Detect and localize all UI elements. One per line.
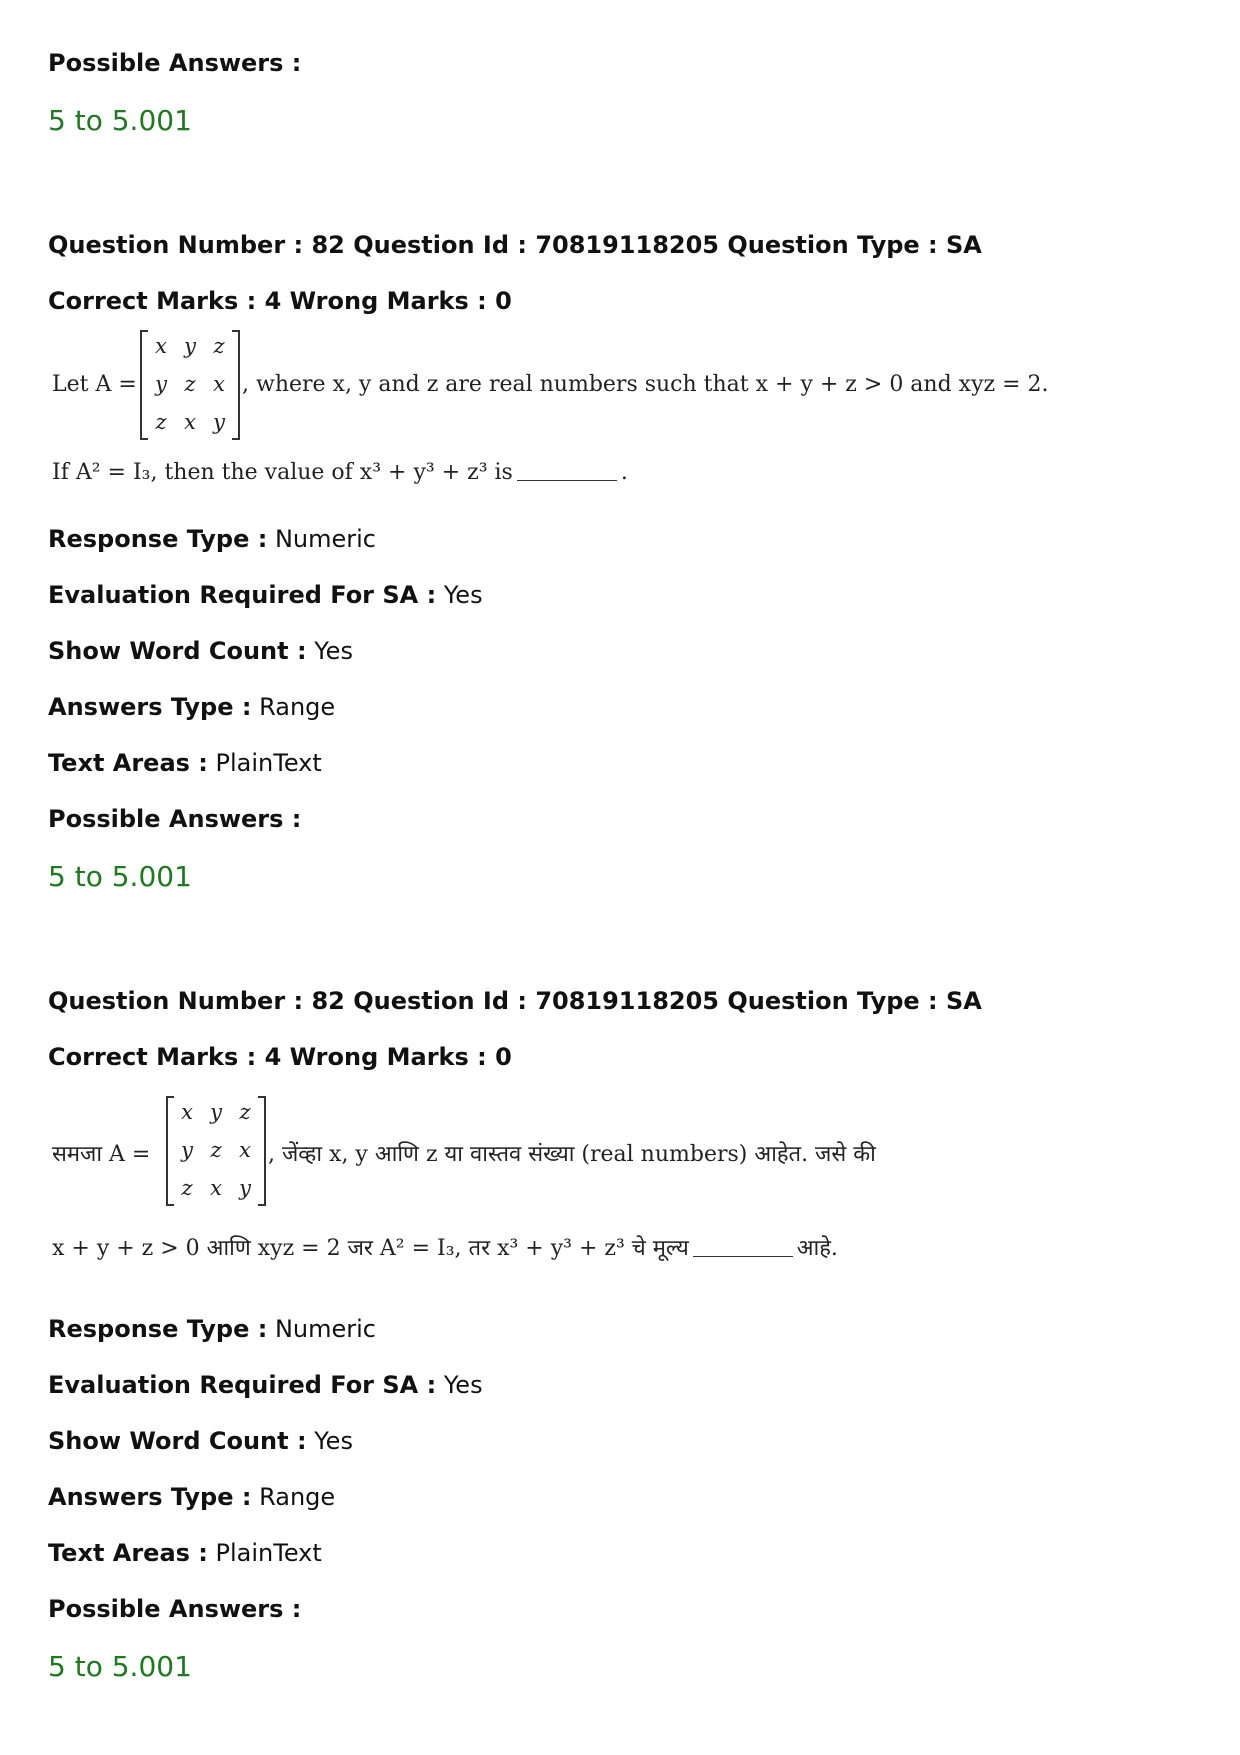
matrix-cell: x [239, 1138, 251, 1162]
question-line1-prefix: समजा A = [52, 1142, 151, 1167]
answer-blank [517, 480, 617, 481]
question-header: Question Number : 82 Question Id : 70819118205 Question Type : SA [48, 987, 982, 1015]
matrix-cell: y [184, 334, 196, 358]
matrix [166, 1096, 266, 1206]
possible-answer-value: 5 to 5.001 [48, 860, 192, 893]
meta-show-word-count: Show Word Count : Yes [48, 1427, 353, 1455]
possible-answer-value: 5 to 5.001 [48, 1650, 192, 1683]
matrix-cell: y [155, 372, 167, 396]
meta-text-areas: Text Areas : PlainText [48, 749, 322, 777]
matrix-cell: x [210, 1176, 222, 1200]
meta-answers-type: Answers Type : Range [48, 1483, 336, 1511]
question-header: Question Number : 82 Question Id : 70819118205 Question Type : SA [48, 231, 982, 259]
matrix-cell: y [239, 1176, 251, 1200]
question-image [48, 330, 1049, 500]
question-line1-prefix: Let A = [52, 372, 137, 397]
answer-blank [693, 1256, 793, 1257]
meta-show-word-count: Show Word Count : Yes [48, 637, 353, 665]
matrix [140, 330, 240, 440]
question-marks: Correct Marks : 4 Wrong Marks : 0 [48, 287, 512, 315]
matrix-cell: x [184, 410, 196, 434]
question-line1-suffix: , where x, y and z are real numbers such that x + y + z > 0 and xyz = 2. [242, 372, 1049, 397]
matrix-cell: z [213, 334, 225, 358]
meta-answers-type: Answers Type : Range [48, 693, 336, 721]
matrix-cell: y [181, 1138, 193, 1162]
matrix-cell: y [210, 1100, 222, 1124]
matrix-cell: x [213, 372, 225, 396]
matrix-cell: z [210, 1138, 222, 1162]
question-line2: x + y + z > 0 आणि xyz = 2 जर A² = I₃, तर x³ + y³ + z³ चे मूल्य आहे. [52, 1236, 838, 1261]
question-line2: If A² = I₃, then the value of x³ + y³ + z³ is . [52, 460, 628, 485]
matrix-cell: x [155, 334, 167, 358]
matrix-cell: z [184, 372, 196, 396]
meta-evaluation-required: Evaluation Required For SA : Yes [48, 1371, 483, 1399]
question-image [48, 1096, 968, 1266]
meta-evaluation-required: Evaluation Required For SA : Yes [48, 581, 483, 609]
matrix-cell: x [181, 1100, 193, 1124]
possible-answers-label: Possible Answers : [48, 805, 302, 833]
matrix-cell: z [155, 410, 167, 434]
matrix-cell: z [239, 1100, 251, 1124]
possible-answer-value: 5 to 5.001 [48, 104, 192, 137]
matrix-cell: z [181, 1176, 193, 1200]
matrix-cell: y [213, 410, 225, 434]
question-line1-suffix: , जेंव्हा x, y आणि z या वास्तव संख्या (real numbers) आहेत. जसे की [268, 1142, 876, 1167]
meta-response-type: Response Type : Numeric [48, 1315, 376, 1343]
possible-answers-label: Possible Answers : [48, 49, 302, 77]
meta-text-areas: Text Areas : PlainText [48, 1539, 322, 1567]
question-marks: Correct Marks : 4 Wrong Marks : 0 [48, 1043, 512, 1071]
possible-answers-label: Possible Answers : [48, 1595, 302, 1623]
meta-response-type: Response Type : Numeric [48, 525, 376, 553]
